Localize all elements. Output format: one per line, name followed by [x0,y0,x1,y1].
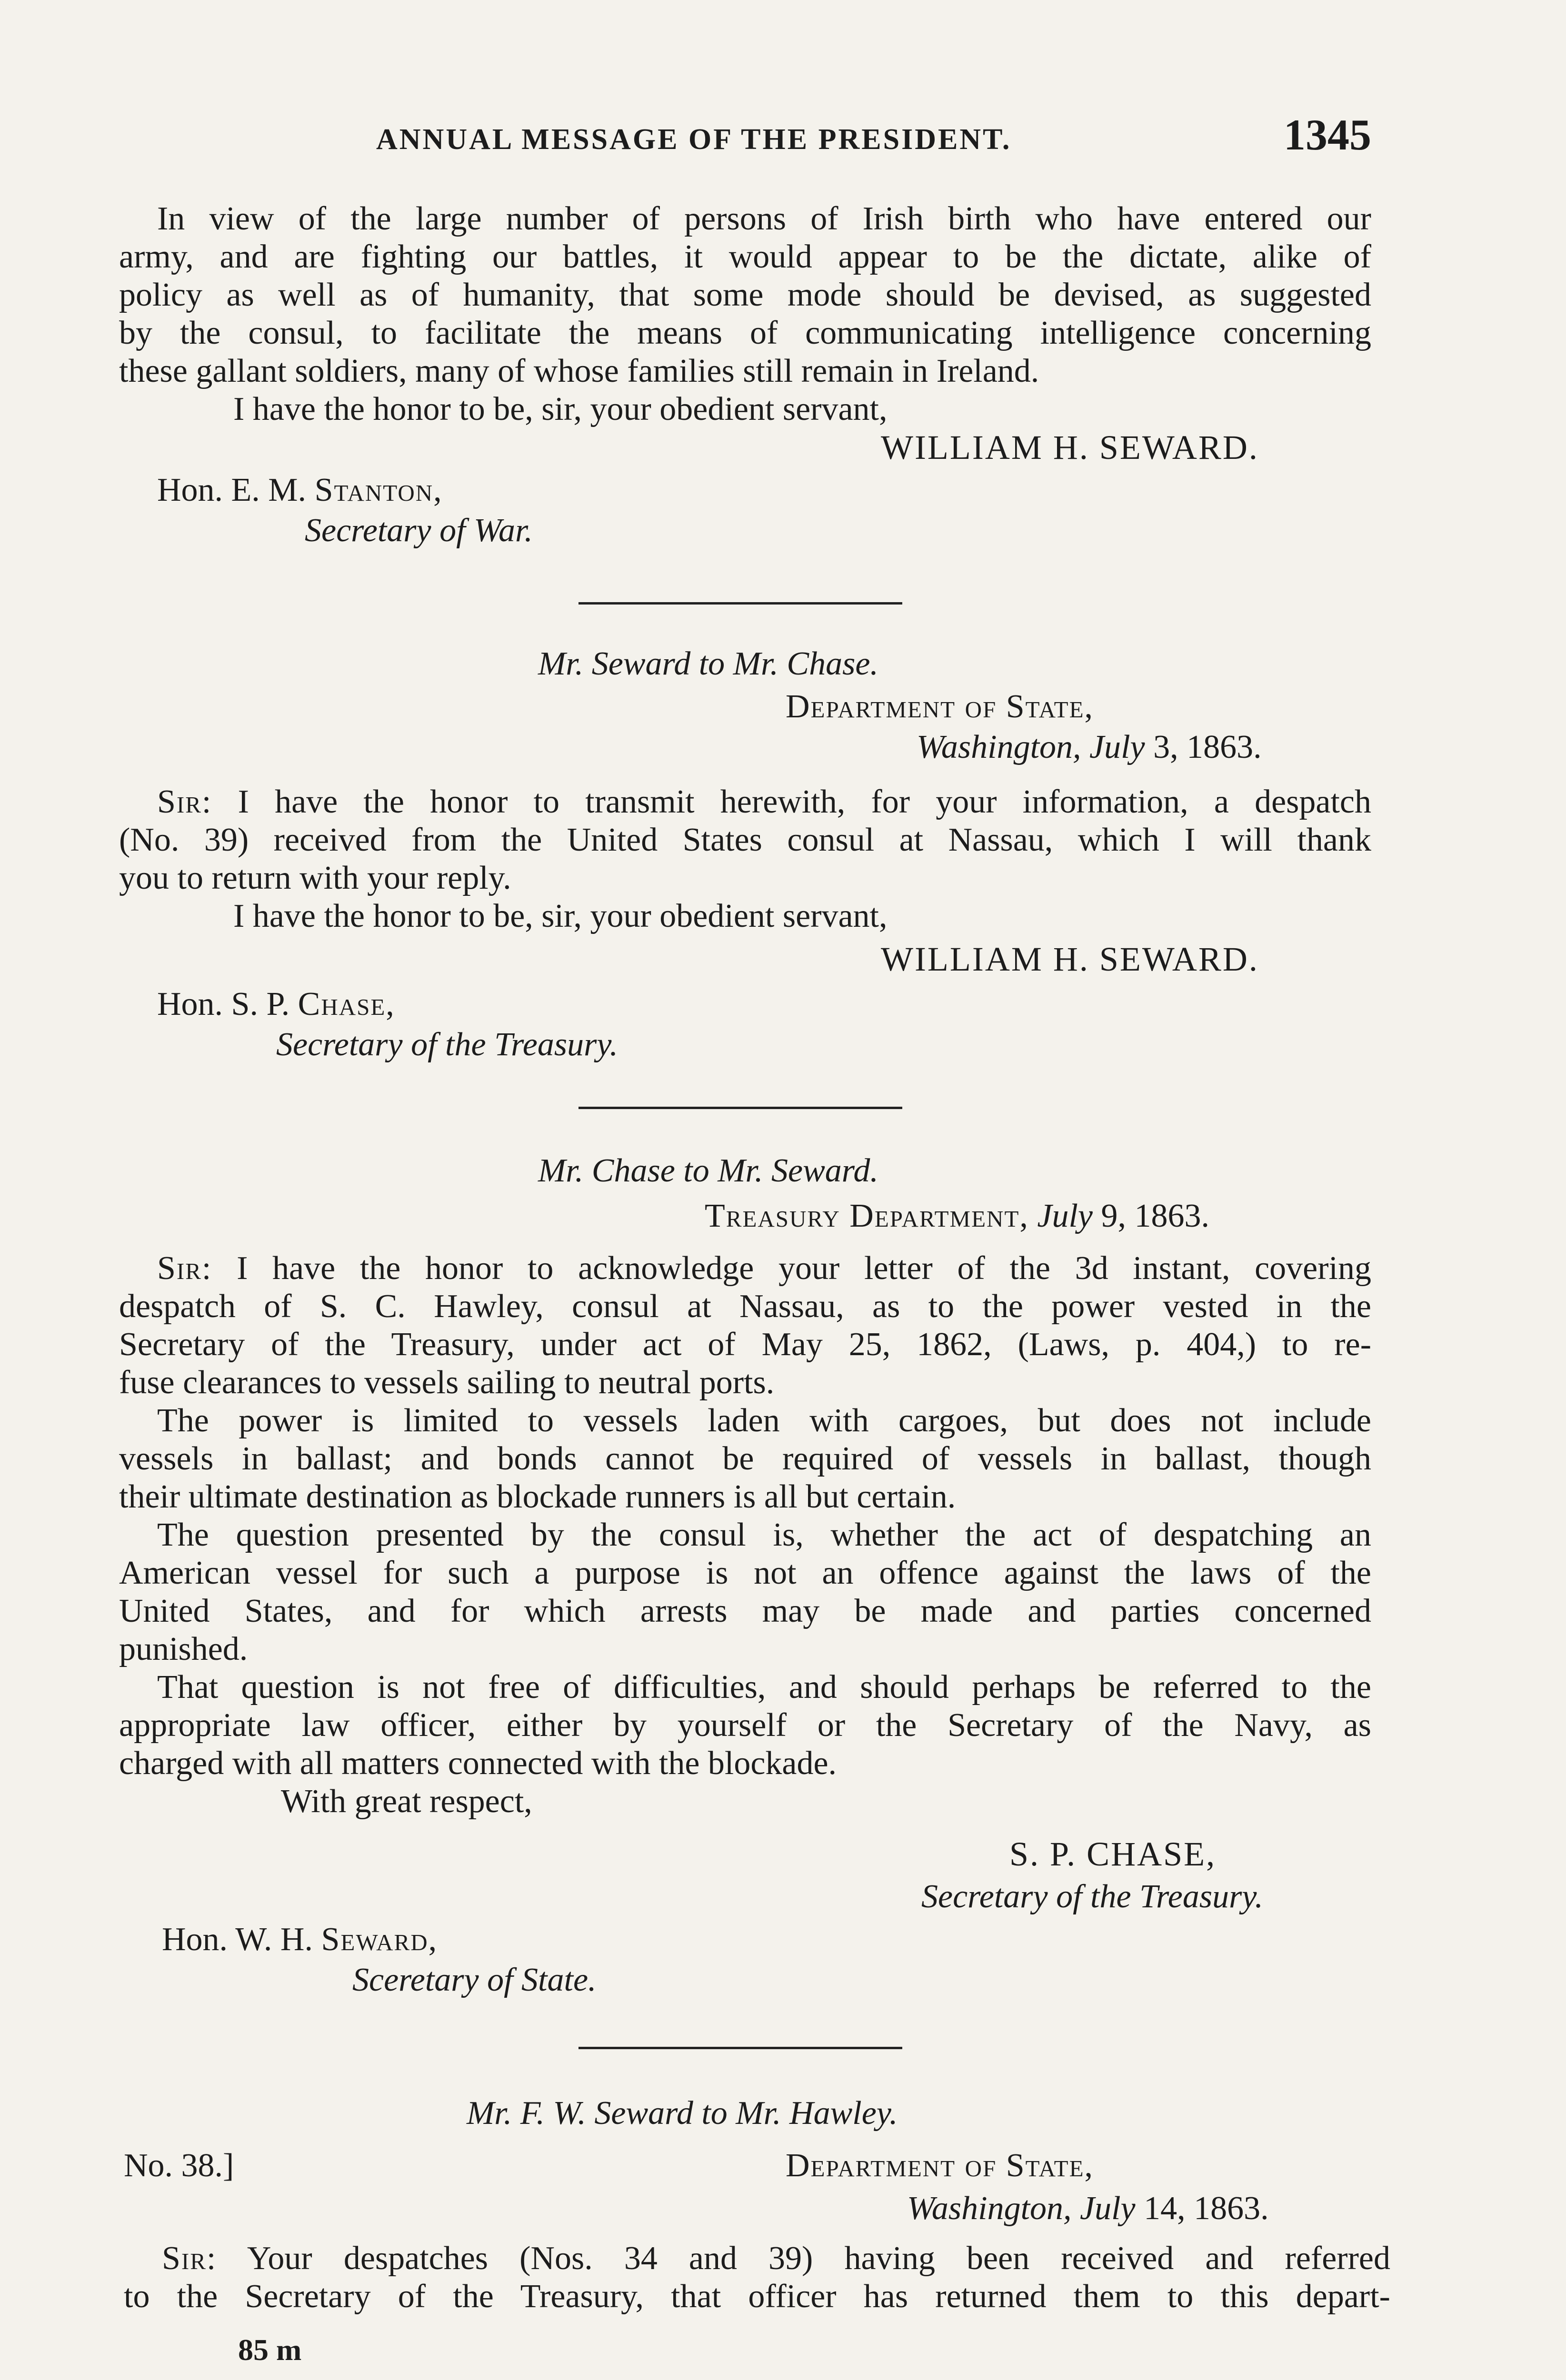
section-divider [579,2047,902,2049]
text-line: (No. 39) received from the United States consul at Nassau, which I will thank [119,822,1371,858]
despatch-number: No. 38.] [124,2147,234,2184]
department-date-line [705,1197,1209,1235]
date-month: July [1037,1198,1093,1234]
place-date-line [907,2190,1269,2228]
text-line: charged with all matters connected with the blockade. [119,1745,837,1782]
signature: WILLIAM H. SEWARD. [881,428,1259,466]
place-date-italic: Washington, July [917,729,1145,765]
salutation: Sir: [157,1250,212,1287]
text-line: to the Secretary of the Treasury, that officer has returned them to this depart- [124,2278,1390,2315]
text-line: army, and are fighting our battles, it would appear to be the dictate, alike of [119,238,1371,275]
text-line: The question presented by the consul is, whether the act of despatching an [157,1517,1371,1553]
department-name: Treasury Department, [705,1198,1029,1234]
running-title: ANNUAL MESSAGE OF THE PRESIDENT. [376,123,1012,156]
text-line: policy as well as of humanity, that some mode should be devised, as suggested [119,277,1371,313]
signature: S. P. CHASE, [1009,1835,1217,1873]
text-line [124,2240,1390,2278]
letter-3-body [119,1250,1371,1821]
addressee-name: Chase, [298,986,395,1022]
text-line: fuse clearances to vessels sailing to neutral ports. [119,1364,775,1401]
addressee-title: Secretary of War. [305,512,533,549]
closing-line: I have the honor to be, sir, your obedient servant, [233,898,888,934]
salutation: Sir: [162,2240,217,2277]
text-span: I have the honor to transmit herewith, for your information, a despatch [238,783,1372,820]
addressee-title: Sceretary of State. [352,1962,597,1998]
text-span: Your despatches (Nos. 34 and 39) having been received and referred [247,2240,1391,2277]
date-rest: 9, 1863. [1101,1198,1209,1234]
signature-mark: 85 m [238,2333,302,2367]
addressee-prefix: Hon. E. M. [157,472,307,508]
section-divider [579,1107,902,1109]
department-line: Department of State, [786,688,1094,725]
text-line: The power is limited to vessels laden with cargoes, but does not include [157,1402,1371,1439]
text-line: you to return with your reply. [119,860,511,896]
letter-heading: Mr. Seward to Mr. Chase. [538,645,878,682]
text-line: vessels in ballast; and bonds cannot be required of vessels in ballast, though [119,1440,1371,1477]
addressee-prefix: Hon. S. P. [157,986,290,1022]
text-line: In view of the large number of persons of Irish birth who have entered our [157,200,1371,237]
salutation: Sir: [157,783,212,820]
letter-1-body [119,200,1371,428]
text-line [119,1250,1371,1288]
place-date-line [917,728,1262,766]
text-line: Secretary of the Treasury, under act of May 25, 1862, (Laws, p. 404,) to re- [119,1326,1371,1363]
letter-heading: Mr. Chase to Mr. Seward. [538,1152,878,1189]
place-date-rest: 3, 1863. [1153,729,1262,765]
signature-title: Secretary of the Treasury. [921,1878,1264,1915]
text-line: by the consul, to facilitate the means of communicating intelligence concerning [119,315,1371,351]
text-line [119,783,1371,821]
closing-line: I have the honor to be, sir, your obedient servant, [233,391,888,427]
text-line: their ultimate destination as blockade runners is all but certain. [119,1478,956,1515]
addressee [157,985,395,1023]
addressee [162,1921,438,1959]
text-line: United States, and for which arrests may be made and parties concerned [119,1593,1371,1629]
letter-2-body [119,783,1371,935]
letter-4-body [124,2240,1390,2316]
addressee [157,471,443,509]
place-date-italic: Washington, July [907,2190,1136,2227]
text-line: American vessel for such a purpose is not an offence against the laws of the [119,1555,1371,1591]
department-line: Department of State, [786,2147,1094,2184]
closing-line: With great respect, [281,1783,532,1820]
running-header [119,109,1371,162]
section-divider [579,602,902,605]
text-line: That question is not free of difficulties, and should perhaps be referred to the [157,1669,1371,1706]
text-line: these gallant soldiers, many of whose families still remain in Ireland. [119,353,1039,389]
addressee-name: Stanton, [314,472,443,508]
signature: WILLIAM H. SEWARD. [881,940,1259,978]
text-line: punished. [119,1631,248,1667]
page-number: 1345 [1284,110,1371,159]
text-span: I have the honor to acknowledge your letter of the 3d instant, covering [237,1250,1371,1287]
addressee-title: Secretary of the Treasury. [276,1026,618,1063]
place-date-rest: 14, 1863. [1144,2190,1269,2227]
text-line: despatch of S. C. Hawley, consul at Nassau, as to the power vested in the [119,1288,1371,1325]
text-line: appropriate law officer, either by yourself or the Secretary of the Navy, as [119,1707,1371,1744]
addressee-name: Seward, [321,1921,438,1958]
addressee-prefix: Hon. W. H. [162,1921,313,1958]
letter-heading: Mr. F. W. Seward to Mr. Hawley. [467,2095,898,2132]
